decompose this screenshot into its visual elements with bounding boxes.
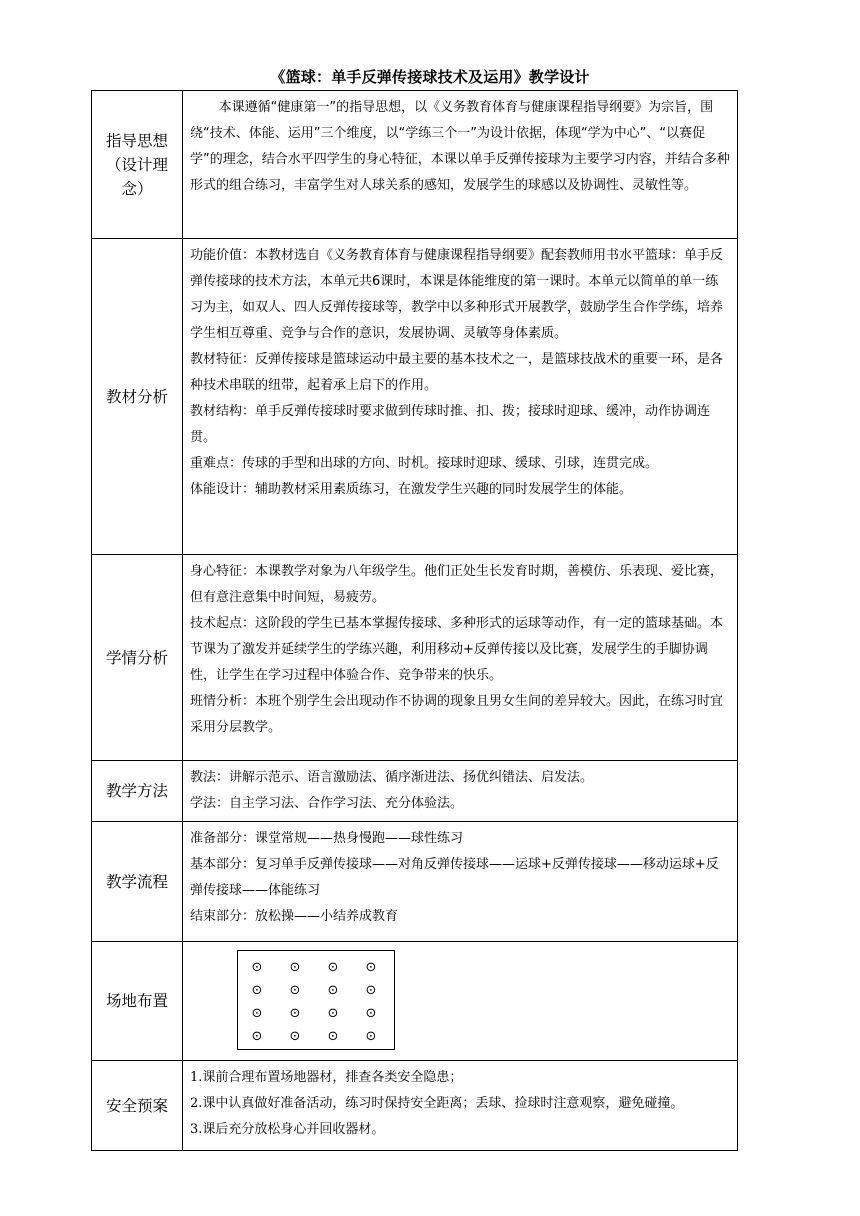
paragraph: 教材结构：单手反弹传接球时要求做到传球时推、扣、拨；接球时迎球、缓冲，动作协调连贯。: [190, 404, 711, 445]
paragraph: 技术起点：这阶段的学生已基本掌握传接球、多种形式的运球等动作，有一定的篮球基础。本节课为了激发并延续学生的学练兴趣，利用移动+反弹传接以及比赛，发展学生的手脚协调性，让学生在学习过程中体验合作、竞争带来的快乐。: [190, 616, 724, 683]
ball-marker-icon: ⊙: [251, 1006, 263, 1021]
paragraph: 重难点：传球的手型和出球的方向、时机。接球时迎球、缓球、引球，连贯完成。: [190, 456, 659, 471]
label-text: 指导思想（设计理念）: [105, 131, 168, 198]
paragraph: 1.课前合理布置场地器材，排查各类安全隐患；: [190, 1070, 463, 1085]
row-label: 安全预案: [92, 1061, 183, 1151]
paragraph: 准备部分：课堂常规——热身慢跑——球性练习: [190, 831, 464, 846]
row-teaching-methods: [92, 761, 738, 822]
ball-marker-icon: ⊙: [365, 983, 377, 998]
row-content: [183, 555, 738, 761]
row-teaching-process: [92, 822, 738, 942]
row-safety-plan: [92, 1061, 738, 1151]
row-content: [183, 761, 738, 822]
document-title: 《篮球：单手反弹传接球技术及运用》教学设计: [270, 68, 590, 86]
row-venue-layout: [92, 942, 738, 1061]
ball-marker-icon: ⊙: [251, 960, 263, 975]
ball-marker-icon: ⊙: [365, 960, 377, 975]
paragraph: 功能价值：本教材选自《义务教育体育与健康课程指导纲要》配套教师用书水平篮球：单手反弹传接球的技术方法，本单元共6课时，本课是体能维度的第一课时。本单元以简单的单一练习为主，如双人、四人反弹传接球等，教学中以多种形式开展教学，鼓励学生合作学练，培养学生相互尊重、竞争与合作的意识，发展协调、灵敏等身体素质。: [190, 248, 724, 341]
paragraph: 班情分析：本班个别学生会出现动作不协调的现象且男女生间的差异较大。因此，在练习时宜采用分层教学。: [190, 694, 724, 735]
row-label: 教学方法: [92, 761, 183, 822]
row-content: [183, 942, 738, 1061]
paragraph: 教法：讲解示范示、语言激励法、循序渐进法、扬优纠错法、启发法。: [190, 770, 594, 785]
ball-marker-icon: ⊙: [327, 983, 339, 998]
ball-marker-icon: ⊙: [289, 1029, 301, 1044]
ball-marker-icon: ⊙: [327, 1029, 339, 1044]
row-guiding-ideology: [92, 91, 738, 239]
lesson-plan-table: [91, 90, 738, 1151]
ball-marker-icon: ⊙: [289, 1006, 301, 1021]
row-student-analysis: [92, 555, 738, 761]
ball-marker-icon: ⊙: [365, 1029, 377, 1044]
row-textbook-analysis: [92, 239, 738, 555]
paragraph: 身心特征：本课教学对象为八年级学生。他们正处生长发育时期，善模仿、乐表现、爱比赛，但有意注意集中时间短，易疲劳。: [190, 564, 724, 605]
ball-marker-icon: ⊙: [251, 1029, 263, 1044]
paragraph: 2.课中认真做好准备活动，练习时保持安全距离；丢球、捡球时注意观察，避免碰撞。: [190, 1096, 684, 1111]
row-content: [183, 1061, 738, 1151]
paragraph: 学法：自主学习法、合作学习法、充分体验法。: [190, 796, 464, 811]
row-label: 学情分析: [92, 555, 183, 761]
ball-marker-icon: ⊙: [289, 983, 301, 998]
row-label: 场地布置: [92, 942, 183, 1061]
row-label: 教学流程: [92, 822, 183, 942]
row-content: [183, 91, 738, 239]
row-content: [183, 239, 738, 555]
ball-marker-icon: ⊙: [327, 960, 339, 975]
paragraph: 3.课后充分放松身心并回收器材。: [190, 1122, 385, 1137]
paragraph: 本课遵循“健康第一”的指导思想，以《义务教育体育与健康课程指导纲要》为宗旨，围绕“技术、体能、运用”三个维度，以“学练三个一”为设计依据，体现“学为中心”、“以赛促学”的理念，结合水平四学生的身心特征，本课以单手反弹传接球为主要学习内容，并结合多种形式的组合练习，丰富学生对人球关系的感知，发展学生的球感以及协调性、灵敏性等。: [190, 100, 730, 193]
row-label: 教材分析: [92, 239, 183, 555]
row-label: [92, 91, 183, 239]
paragraph: 教材特征：反弹传接球是篮球运动中最主要的基本技术之一，是篮球技战术的重要一环，是各种技术串联的纽带，起着承上启下的作用。: [190, 352, 724, 393]
paragraph: 基本部分：复习单手反弹传接球——对角反弹传接球——运球+反弹传接球——移动运球+反弹传接球——体能练习: [190, 857, 719, 898]
paragraph: 体能设计：辅助教材采用素质练习，在激发学生兴趣的同时发展学生的体能。: [190, 482, 633, 497]
ball-marker-icon: ⊙: [251, 983, 263, 998]
row-content: [183, 822, 738, 942]
ball-marker-icon: ⊙: [289, 960, 301, 975]
ball-marker-icon: ⊙: [327, 1006, 339, 1021]
venue-grid-diagram: [237, 950, 395, 1050]
paragraph: 结束部分：放松操——小结养成教育: [190, 909, 399, 924]
ball-marker-icon: ⊙: [365, 1006, 377, 1021]
